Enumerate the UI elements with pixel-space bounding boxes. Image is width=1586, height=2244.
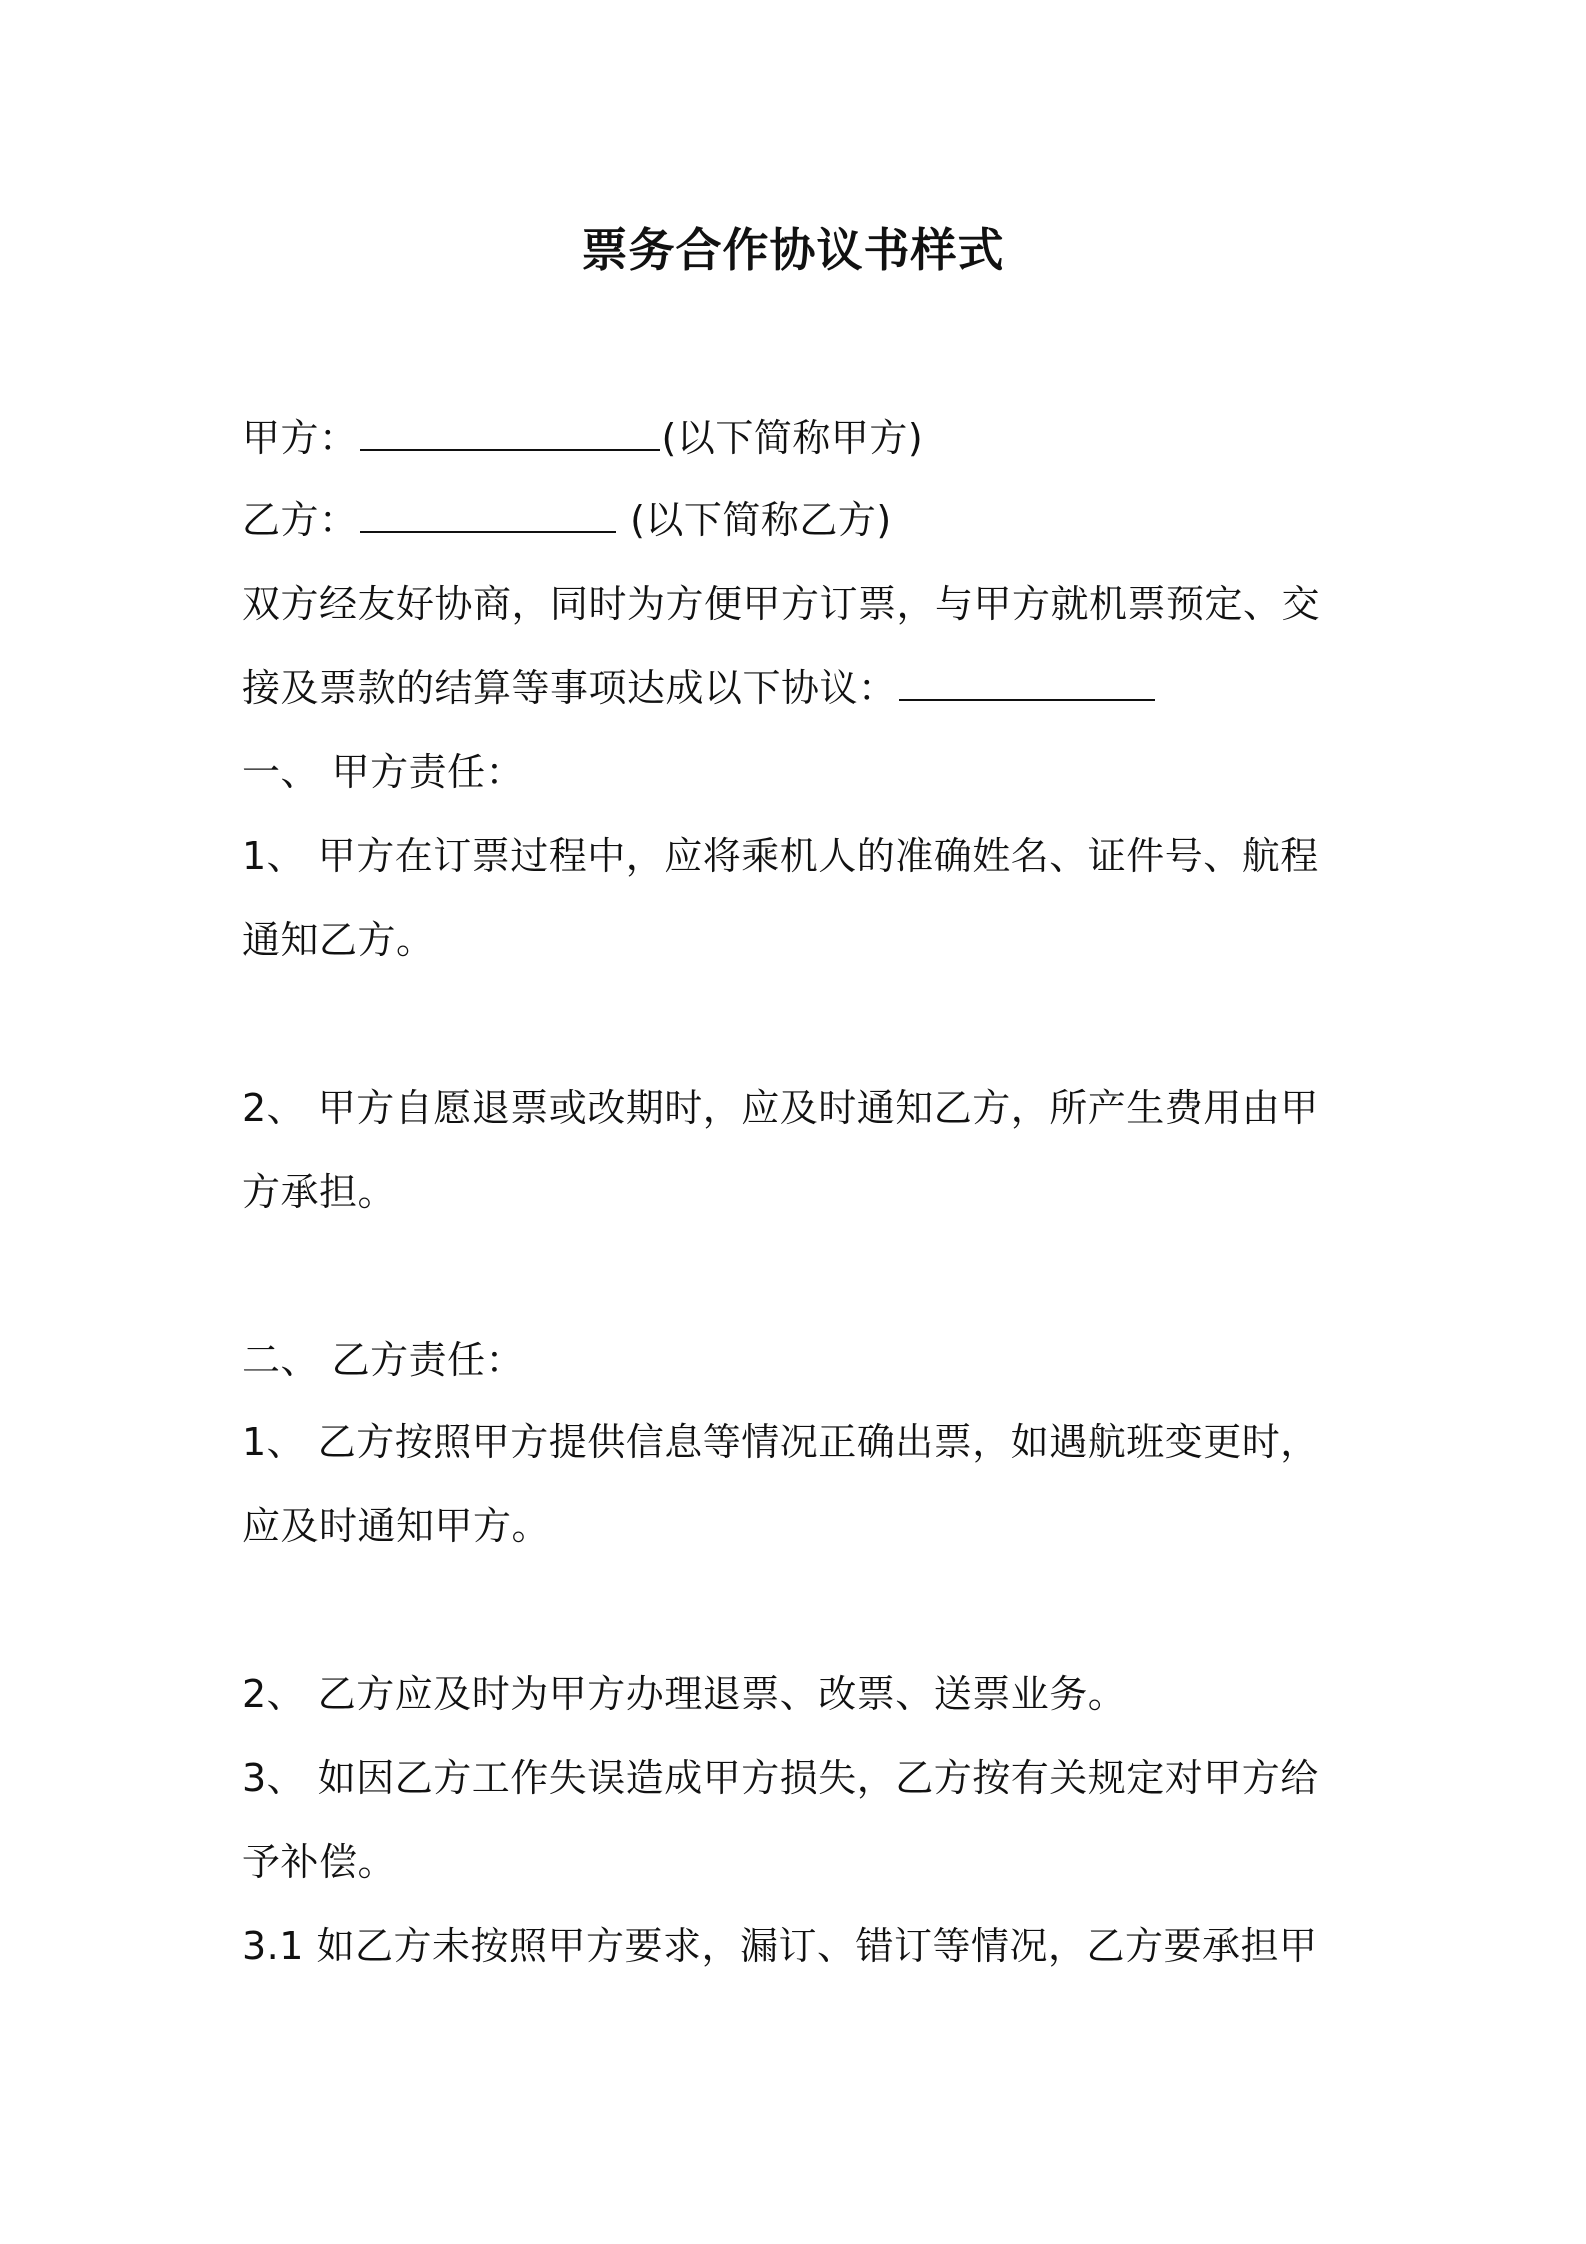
intro-line-2 xyxy=(242,664,1362,712)
party-b-blank xyxy=(360,501,616,533)
section-2-item-1-line-1: 1、 乙方按照甲方提供信息等情况正确出票，如遇航班变更时， xyxy=(242,1420,1319,1464)
intro-blank xyxy=(899,669,1155,701)
section-2-heading: 二、 乙方责任： xyxy=(242,1338,525,1382)
section-2-item-2-line-1: 2、 乙方应及时为甲方办理退票、改票、送票业务。 xyxy=(242,1672,1127,1716)
party-a-label: 甲方： xyxy=(242,416,358,460)
section-1-item-1-line-2: 通知乙方。 xyxy=(242,918,435,962)
party-a-suffix: (以下简称甲方) xyxy=(661,416,924,460)
party-a-blank xyxy=(360,419,660,451)
section-2-item-3-line-1: 3、 如因乙方工作失误造成甲方损失，乙方按有关规定对甲方给 xyxy=(242,1756,1319,1800)
section-2-item-1-line-2: 应及时通知甲方。 xyxy=(242,1504,551,1548)
party-a-line xyxy=(242,414,1362,462)
party-b-suffix: (以下简称乙方) xyxy=(617,498,892,542)
document-title: 票务合作协议书样式 xyxy=(581,223,1005,277)
section-2-item-3-line-2: 予补偿。 xyxy=(242,1840,397,1884)
party-b-line xyxy=(242,496,1362,544)
section-1-item-1-line-1: 1、 甲方在订票过程中，应将乘机人的准确姓名、证件号、航程 xyxy=(242,834,1319,878)
party-b-label: 乙方： xyxy=(242,498,358,542)
section-1-item-2-line-1: 2、 甲方自愿退票或改期时，应及时通知乙方，所产生费用由甲 xyxy=(242,1086,1319,1130)
intro-line-1: 双方经友好协商，同时为方便甲方订票，与甲方就机票预定、交 xyxy=(242,582,1321,626)
section-2-item-3-1-line-1: 3.1 如乙方未按照甲方要求，漏订、错订等情况，乙方要承担甲 xyxy=(242,1924,1318,1968)
section-1-heading: 一、 甲方责任： xyxy=(242,750,525,794)
section-1-item-2-line-2: 方承担。 xyxy=(242,1170,397,1214)
intro-line-2-text: 接及票款的结算等事项达成以下协议： xyxy=(242,666,897,710)
